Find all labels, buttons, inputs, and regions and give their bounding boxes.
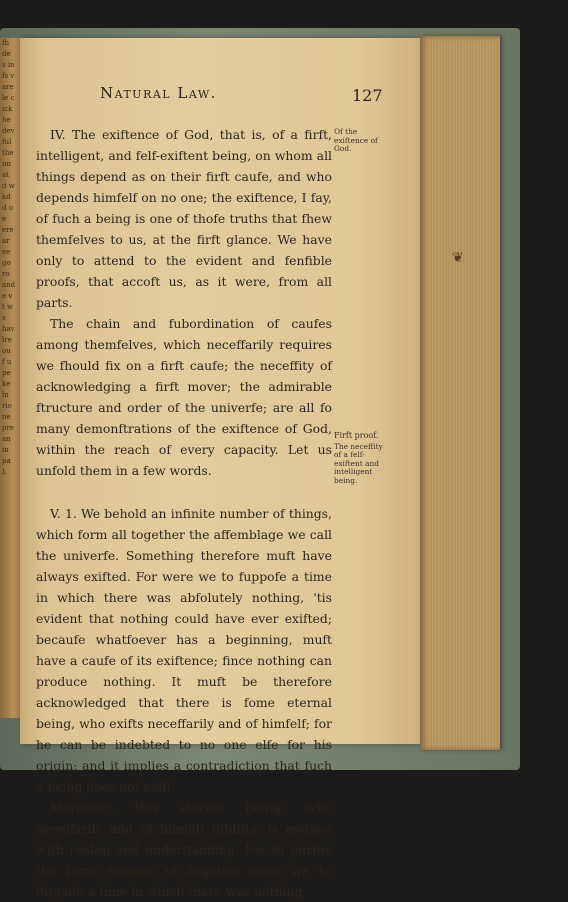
facing-page-fragment: ere: [2, 226, 14, 234]
facing-page-fragment: pre: [2, 424, 14, 432]
facing-page-fragment: ne: [2, 413, 11, 421]
facing-page-fragment: rio: [2, 402, 12, 410]
facing-page-fragment: e: [2, 215, 7, 223]
paragraph-chain: The chain and fubordination of caufes among themfelves, which neceffarily requires we fhould fix on a firft caufe; the neceffity of acknowledging a firft mover; the admirable ftructure and order of the univerfe; are all fo many demonftrations of the exiftence of God, within the reach of every capacity. Let us unfold them in a few words.: [36, 316, 332, 478]
facing-page-fragment: go: [2, 259, 11, 267]
paragraph-iv: IV. The exiftence of God, that is, of a firft, intelligent, and felf-exiftent being, on whom all things depend as on their firft caufe, and who depends himfelf on no one; the exiftence, I fay, of fuch a being is one of thofe truths that fhew themfelves to us, at the firft glance. We have only to attend to the evident and fenfible proofs, that accoft us, as it were, from all parts.: [36, 127, 332, 310]
facing-page-fragment: ful: [2, 138, 12, 146]
stamp-mark-icon: ❦: [452, 250, 464, 266]
facing-page-fragment: fh: [2, 39, 10, 47]
facing-page-fragment: t w: [2, 303, 14, 311]
facing-page-fragment: pa: [2, 457, 11, 465]
facing-page-fragment: nn: [2, 160, 12, 168]
facing-page-fragment: at: [2, 171, 9, 179]
facing-page-fragment: pe: [2, 369, 11, 377]
facing-page-fragment: s in: [2, 61, 15, 69]
running-header: [100, 84, 217, 102]
facing-page-fragment: I.: [2, 468, 7, 476]
facing-page-fragment: ick: [2, 105, 13, 113]
facing-page-fragment: ar: [2, 237, 10, 245]
facing-page-fragment: f u: [2, 358, 12, 366]
facing-page-fragment: an: [2, 435, 11, 443]
facing-page-fragment: ou: [2, 347, 11, 355]
page-number: 127: [352, 86, 383, 105]
body-text: [36, 124, 332, 902]
margin-note-first-proof-body: The neceffity of a felf-exiftent and intelligent being.: [334, 441, 383, 485]
page-edges: [420, 36, 500, 750]
facing-page-fragment: he: [2, 116, 11, 124]
facing-page-fragment: e v: [2, 292, 13, 300]
paragraph-moreover: Moreover, this eternal being, who neceffarily and of himfelf fubfifts, is endued with reafon and underftanding. For to purfue the fame manner of arguing, were we to fuppofe a time in which there was nothing: [36, 800, 332, 899]
paragraph-v: V. 1. We behold an infinite number of things, which form all together the affemblage we call the univerfe. Something therefore muft have always exifted. For were we to fuppofe a time in which there was abfolutely nothing, 'tis evident that nothing could have ever exifted; becaufe whatfoever has a beginning, muft have a caufe of its exiftence; fince nothing can produce nothing. It muft be therefore acknowledged that there is fome eternal being, who exifts neceffarily and of himfelf; for he can be indebted to no one elfe for his origin; and it implies a contradiction that fuch a being does not exift.: [36, 506, 332, 794]
facing-page-fragment: ro: [2, 270, 10, 278]
margin-note-first-proof: [334, 432, 384, 485]
margin-note-first-proof-title: Firft proof.: [334, 431, 379, 440]
facing-page-fragment: and: [2, 281, 16, 289]
facing-page-fragment: le c: [2, 94, 15, 102]
facing-page-fragment: the: [2, 149, 14, 157]
facing-page-fragment: d u: [2, 204, 14, 212]
facing-page-fragment: dev: [2, 127, 15, 135]
facing-page-fragment: lre: [2, 336, 12, 344]
facing-page-fragment: s: [2, 314, 6, 322]
facing-page-fragment: in: [2, 446, 9, 454]
facing-page-fragment: ke: [2, 380, 11, 388]
facing-page-fragment: hav: [2, 325, 15, 333]
facing-page-fragment: kd: [2, 193, 11, 201]
margin-note-existence: Of the exiftence of God.: [334, 127, 378, 153]
facing-page-fragment: de: [2, 50, 11, 58]
facing-page-fragment: ln: [2, 391, 9, 399]
facing-page-edge: [0, 38, 22, 718]
facing-page-fragment: d w: [2, 182, 15, 190]
facing-page-fragment: ee: [2, 248, 11, 256]
facing-page-fragment: are: [2, 83, 14, 91]
facing-page-fragment: fs v: [2, 72, 15, 80]
running-header-title: Natural Law.: [100, 84, 217, 102]
